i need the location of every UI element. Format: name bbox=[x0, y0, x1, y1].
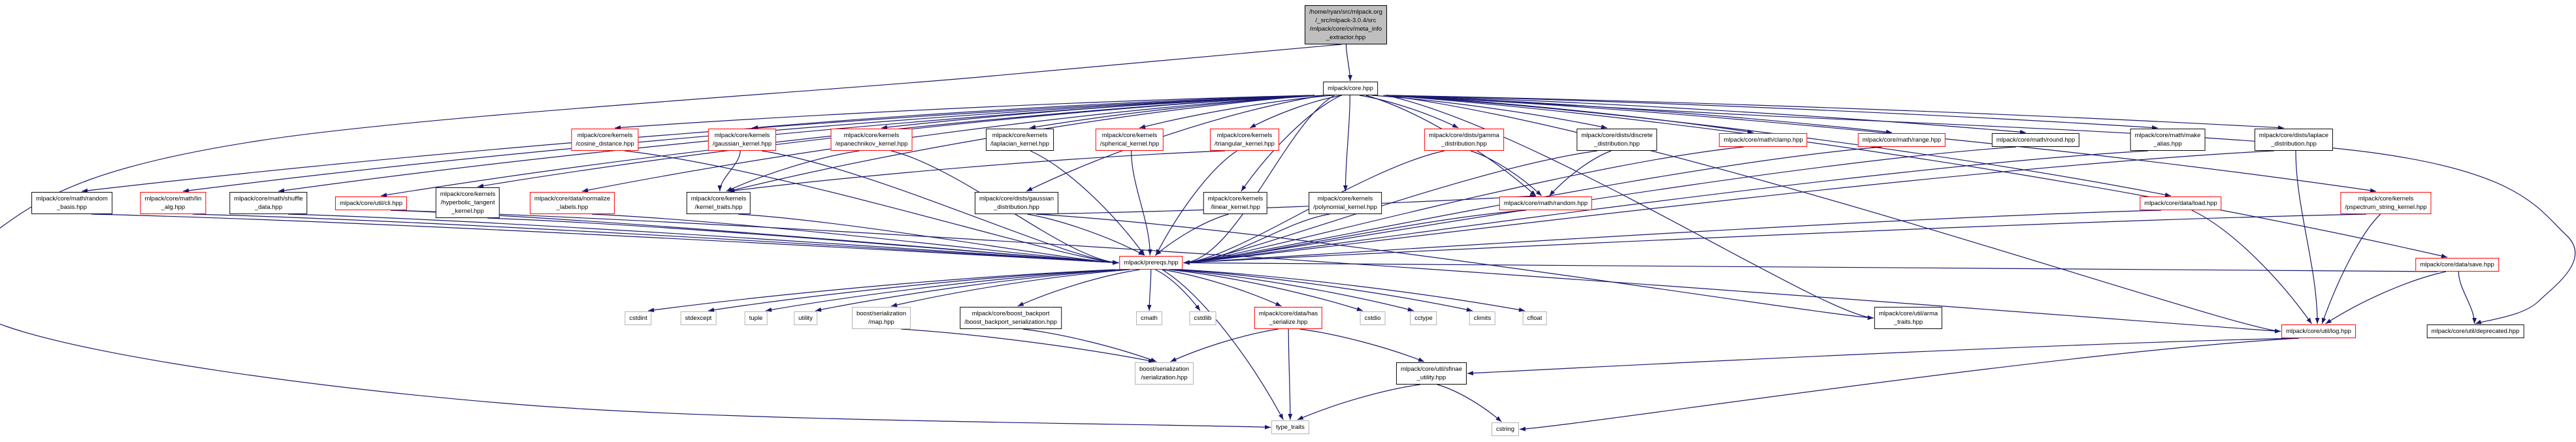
node-cstring[interactable] bbox=[1492, 422, 1519, 436]
node-climits[interactable] bbox=[1469, 311, 1495, 325]
node-label-line: utility bbox=[798, 315, 813, 322]
node-label-line: mlpack/core/kernels bbox=[843, 132, 900, 139]
node-label-line: mlpack/core/kernels bbox=[1317, 195, 1373, 202]
node-label-line: mlpack/core/kernels bbox=[577, 132, 633, 139]
node-save[interactable] bbox=[2415, 258, 2499, 272]
node-clamp[interactable] bbox=[1719, 133, 1807, 147]
node-stdexcept[interactable] bbox=[681, 311, 717, 325]
node-tuple[interactable] bbox=[745, 311, 768, 325]
node-label-line: mlpack/core/kernels bbox=[992, 132, 1048, 139]
node-load[interactable] bbox=[2140, 197, 2221, 210]
node-spherical[interactable] bbox=[1096, 129, 1164, 151]
node-label-line: mlpack/prereqs.hpp bbox=[1124, 259, 1179, 266]
node-core[interactable] bbox=[1323, 82, 1378, 95]
node-label-line: mlpack/core/util/sfinae bbox=[1401, 366, 1462, 373]
node-label-line: _distribution.hpp bbox=[2271, 140, 2317, 148]
node-map[interactable] bbox=[852, 307, 911, 329]
node-label-line: _distribution.hpp bbox=[994, 204, 1039, 211]
node-lin_alg[interactable] bbox=[140, 192, 206, 214]
node-label-line: mlpack/core/dists/gaussian bbox=[979, 195, 1054, 202]
node-cctype[interactable] bbox=[1410, 311, 1437, 325]
node-label-line: _traits.hpp bbox=[1893, 319, 1923, 326]
node-label-line: mlpack/core/kernels bbox=[1216, 132, 1273, 139]
node-label-line: mlpack/core/math/shuffle bbox=[234, 195, 303, 202]
node-label-line: _kernel.hpp bbox=[451, 208, 484, 215]
node-shuffle[interactable] bbox=[229, 192, 307, 214]
node-label-line: mlpack/core/data/save.hpp bbox=[2420, 261, 2494, 268]
node-label-line: /spherical_kernel.hpp bbox=[1100, 140, 1160, 148]
node-label-line: _labels.hpp bbox=[556, 204, 589, 211]
node-log[interactable] bbox=[2281, 324, 2356, 338]
node-cstdint[interactable] bbox=[625, 311, 651, 325]
node-cmath[interactable] bbox=[1136, 311, 1162, 325]
node-arma[interactable] bbox=[1874, 307, 1942, 329]
node-label-line: /kernel_traits.hpp bbox=[694, 204, 743, 211]
node-random[interactable] bbox=[1499, 197, 1592, 210]
node-laplacian[interactable] bbox=[986, 129, 1054, 151]
node-cosine[interactable] bbox=[571, 129, 638, 151]
node-label-line: mlpack/core/kernels bbox=[440, 191, 496, 198]
node-label-line: tuple bbox=[749, 315, 763, 322]
node-deprecated[interactable] bbox=[2427, 324, 2524, 338]
node-backport[interactable] bbox=[960, 307, 1062, 329]
node-label-line: /triangular_kernel.hpp bbox=[1215, 140, 1275, 148]
node-cli[interactable] bbox=[335, 197, 407, 210]
node-label-line: mlpack/core/boost_backport bbox=[971, 310, 1050, 317]
node-label-line: _extractor.hpp bbox=[1326, 34, 1366, 41]
node-label-line: mlpack/core/math/lin bbox=[144, 195, 202, 202]
node-epan[interactable] bbox=[831, 129, 913, 151]
node-label-line: mlpack/core/kernels bbox=[1207, 195, 1264, 202]
node-label-line: mlpack/core/data/has bbox=[1258, 310, 1318, 317]
node-label-line: /polynomial_kernel.hpp bbox=[1313, 204, 1377, 211]
node-label-line: mlpack/core/dists/laplace bbox=[2258, 132, 2329, 139]
node-label-line: /_src/mlpack-3.0.4/src bbox=[1315, 17, 1377, 24]
node-label-line: _utility.hpp bbox=[1416, 374, 1446, 381]
node-label-line: mlpack/core/kernels bbox=[714, 132, 770, 139]
node-label-line: cctype bbox=[1414, 315, 1433, 322]
node-label-line: /hyperbolic_tangent bbox=[440, 199, 495, 206]
node-label-line: cstdlib bbox=[1194, 315, 1212, 322]
node-label-line: mlpack/core/util/deprecated.hpp bbox=[2431, 328, 2520, 335]
node-random_basis[interactable] bbox=[31, 192, 112, 214]
node-label-line: boost/serialization bbox=[1139, 366, 1190, 373]
node-label-line: _serialize.hpp bbox=[1269, 319, 1308, 326]
node-cstdio[interactable] bbox=[1360, 311, 1386, 325]
node-label-line: /cosine_distance.hpp bbox=[576, 140, 634, 148]
node-label-line: mlpack/core/data/normalize bbox=[534, 195, 611, 202]
node-label-line: type_traits bbox=[1276, 424, 1305, 431]
node-label-line: mlpack/core/math/clamp.hpp bbox=[1723, 136, 1803, 144]
node-label-line: mlpack/core/util/cli.hpp bbox=[339, 200, 403, 207]
node-label-line: _data.hpp bbox=[254, 204, 283, 211]
node-cfloat[interactable] bbox=[1523, 311, 1547, 325]
node-label-line: cfloat bbox=[1527, 315, 1542, 322]
node-label-line: cstdint bbox=[629, 315, 647, 322]
node-label-line: mlpack/core/kernels bbox=[1101, 132, 1158, 139]
node-has_serialize[interactable] bbox=[1254, 307, 1322, 329]
node-label-line: mlpack/core/math/random.hpp bbox=[1503, 200, 1588, 207]
node-triangular[interactable] bbox=[1210, 129, 1279, 151]
node-label-line: /mlpack/core/cv/meta_info bbox=[1309, 25, 1382, 33]
node-polynomial[interactable] bbox=[1309, 192, 1382, 214]
node-label-line: mlpack/core/data/load.hpp bbox=[2144, 200, 2217, 207]
node-label-line: /pspectrum_string_kernel.hpp bbox=[2345, 204, 2427, 211]
node-linear[interactable] bbox=[1203, 192, 1267, 214]
node-label-line: mlpack/core/kernels bbox=[691, 195, 747, 202]
node-gamma[interactable] bbox=[1424, 129, 1504, 151]
node-prereqs[interactable] bbox=[1119, 256, 1182, 270]
node-discrete[interactable] bbox=[1576, 129, 1657, 151]
node-range[interactable] bbox=[1858, 133, 1946, 147]
node-label-line: _alg.hpp bbox=[161, 204, 186, 211]
node-label-line: mlpack/core/kernels bbox=[2358, 195, 2414, 202]
node-label-line: /linear_kernel.hpp bbox=[1211, 204, 1260, 211]
node-title[interactable] bbox=[1305, 5, 1387, 44]
node-label-line: /serialization.hpp bbox=[1141, 374, 1188, 381]
node-label-line: mlpack/core/math/round.hpp bbox=[1996, 136, 2076, 144]
node-label-line: mlpack/core/math/range.hpp bbox=[1862, 136, 1942, 144]
node-normalize[interactable] bbox=[530, 192, 615, 214]
node-cstdlib[interactable] bbox=[1190, 311, 1216, 325]
node-make_alias[interactable] bbox=[2130, 129, 2206, 151]
node-label-line: _alias.hpp bbox=[2153, 140, 2182, 148]
node-label-line: /laplacian_kernel.hpp bbox=[990, 140, 1049, 148]
node-label-line: cstdio bbox=[1364, 315, 1381, 322]
node-utility[interactable] bbox=[794, 311, 817, 325]
node-label-line: mlpack/core/util/log.hpp bbox=[2286, 328, 2351, 335]
node-label-line: cstring bbox=[1496, 426, 1514, 433]
node-label-line: mlpack/core/math/make bbox=[2134, 132, 2201, 139]
node-label-line: /home/ryan/src/mlpack.org bbox=[1309, 8, 1382, 16]
node-kernel_traits[interactable] bbox=[687, 192, 751, 214]
node-label-line: boost/serialization bbox=[856, 310, 907, 317]
node-gaussian_k[interactable] bbox=[708, 129, 776, 151]
node-laplace[interactable] bbox=[2255, 129, 2333, 151]
node-label-line: climits bbox=[1473, 315, 1492, 322]
node-label-line: _basis.hpp bbox=[57, 204, 87, 211]
node-round[interactable] bbox=[1992, 133, 2079, 147]
node-type_traits[interactable] bbox=[1271, 420, 1309, 434]
node-label-line: mlpack/core/dists/discrete bbox=[1581, 132, 1653, 139]
node-label-line: /map.hpp bbox=[868, 319, 894, 326]
node-label-line: /boost_backport_serialization.hpp bbox=[964, 319, 1057, 326]
node-label-line: mlpack/core/util/arma bbox=[1878, 310, 1938, 317]
node-hyperbolic[interactable] bbox=[436, 187, 500, 218]
node-serialization[interactable] bbox=[1135, 362, 1194, 385]
node-label-line: _distribution.hpp bbox=[1441, 140, 1487, 148]
node-label-line: mlpack/core/math/random bbox=[36, 195, 108, 202]
node-pspectrum[interactable] bbox=[2340, 192, 2431, 214]
node-label-line: /epanechnikov_kernel.hpp bbox=[835, 140, 908, 148]
node-label-line: /gaussian_kernel.hpp bbox=[712, 140, 772, 148]
node-sfinae[interactable] bbox=[1396, 362, 1467, 385]
node-label-line: stdexcept bbox=[685, 315, 712, 322]
node-label-line: cmath bbox=[1141, 315, 1158, 322]
node-label-line: mlpack/core/dists/gamma bbox=[1429, 132, 1499, 139]
node-label-line: mlpack/core.hpp bbox=[1328, 85, 1373, 92]
node-label-line: _distribution.hpp bbox=[1594, 140, 1640, 148]
node-gaussian_dist[interactable] bbox=[975, 192, 1058, 214]
